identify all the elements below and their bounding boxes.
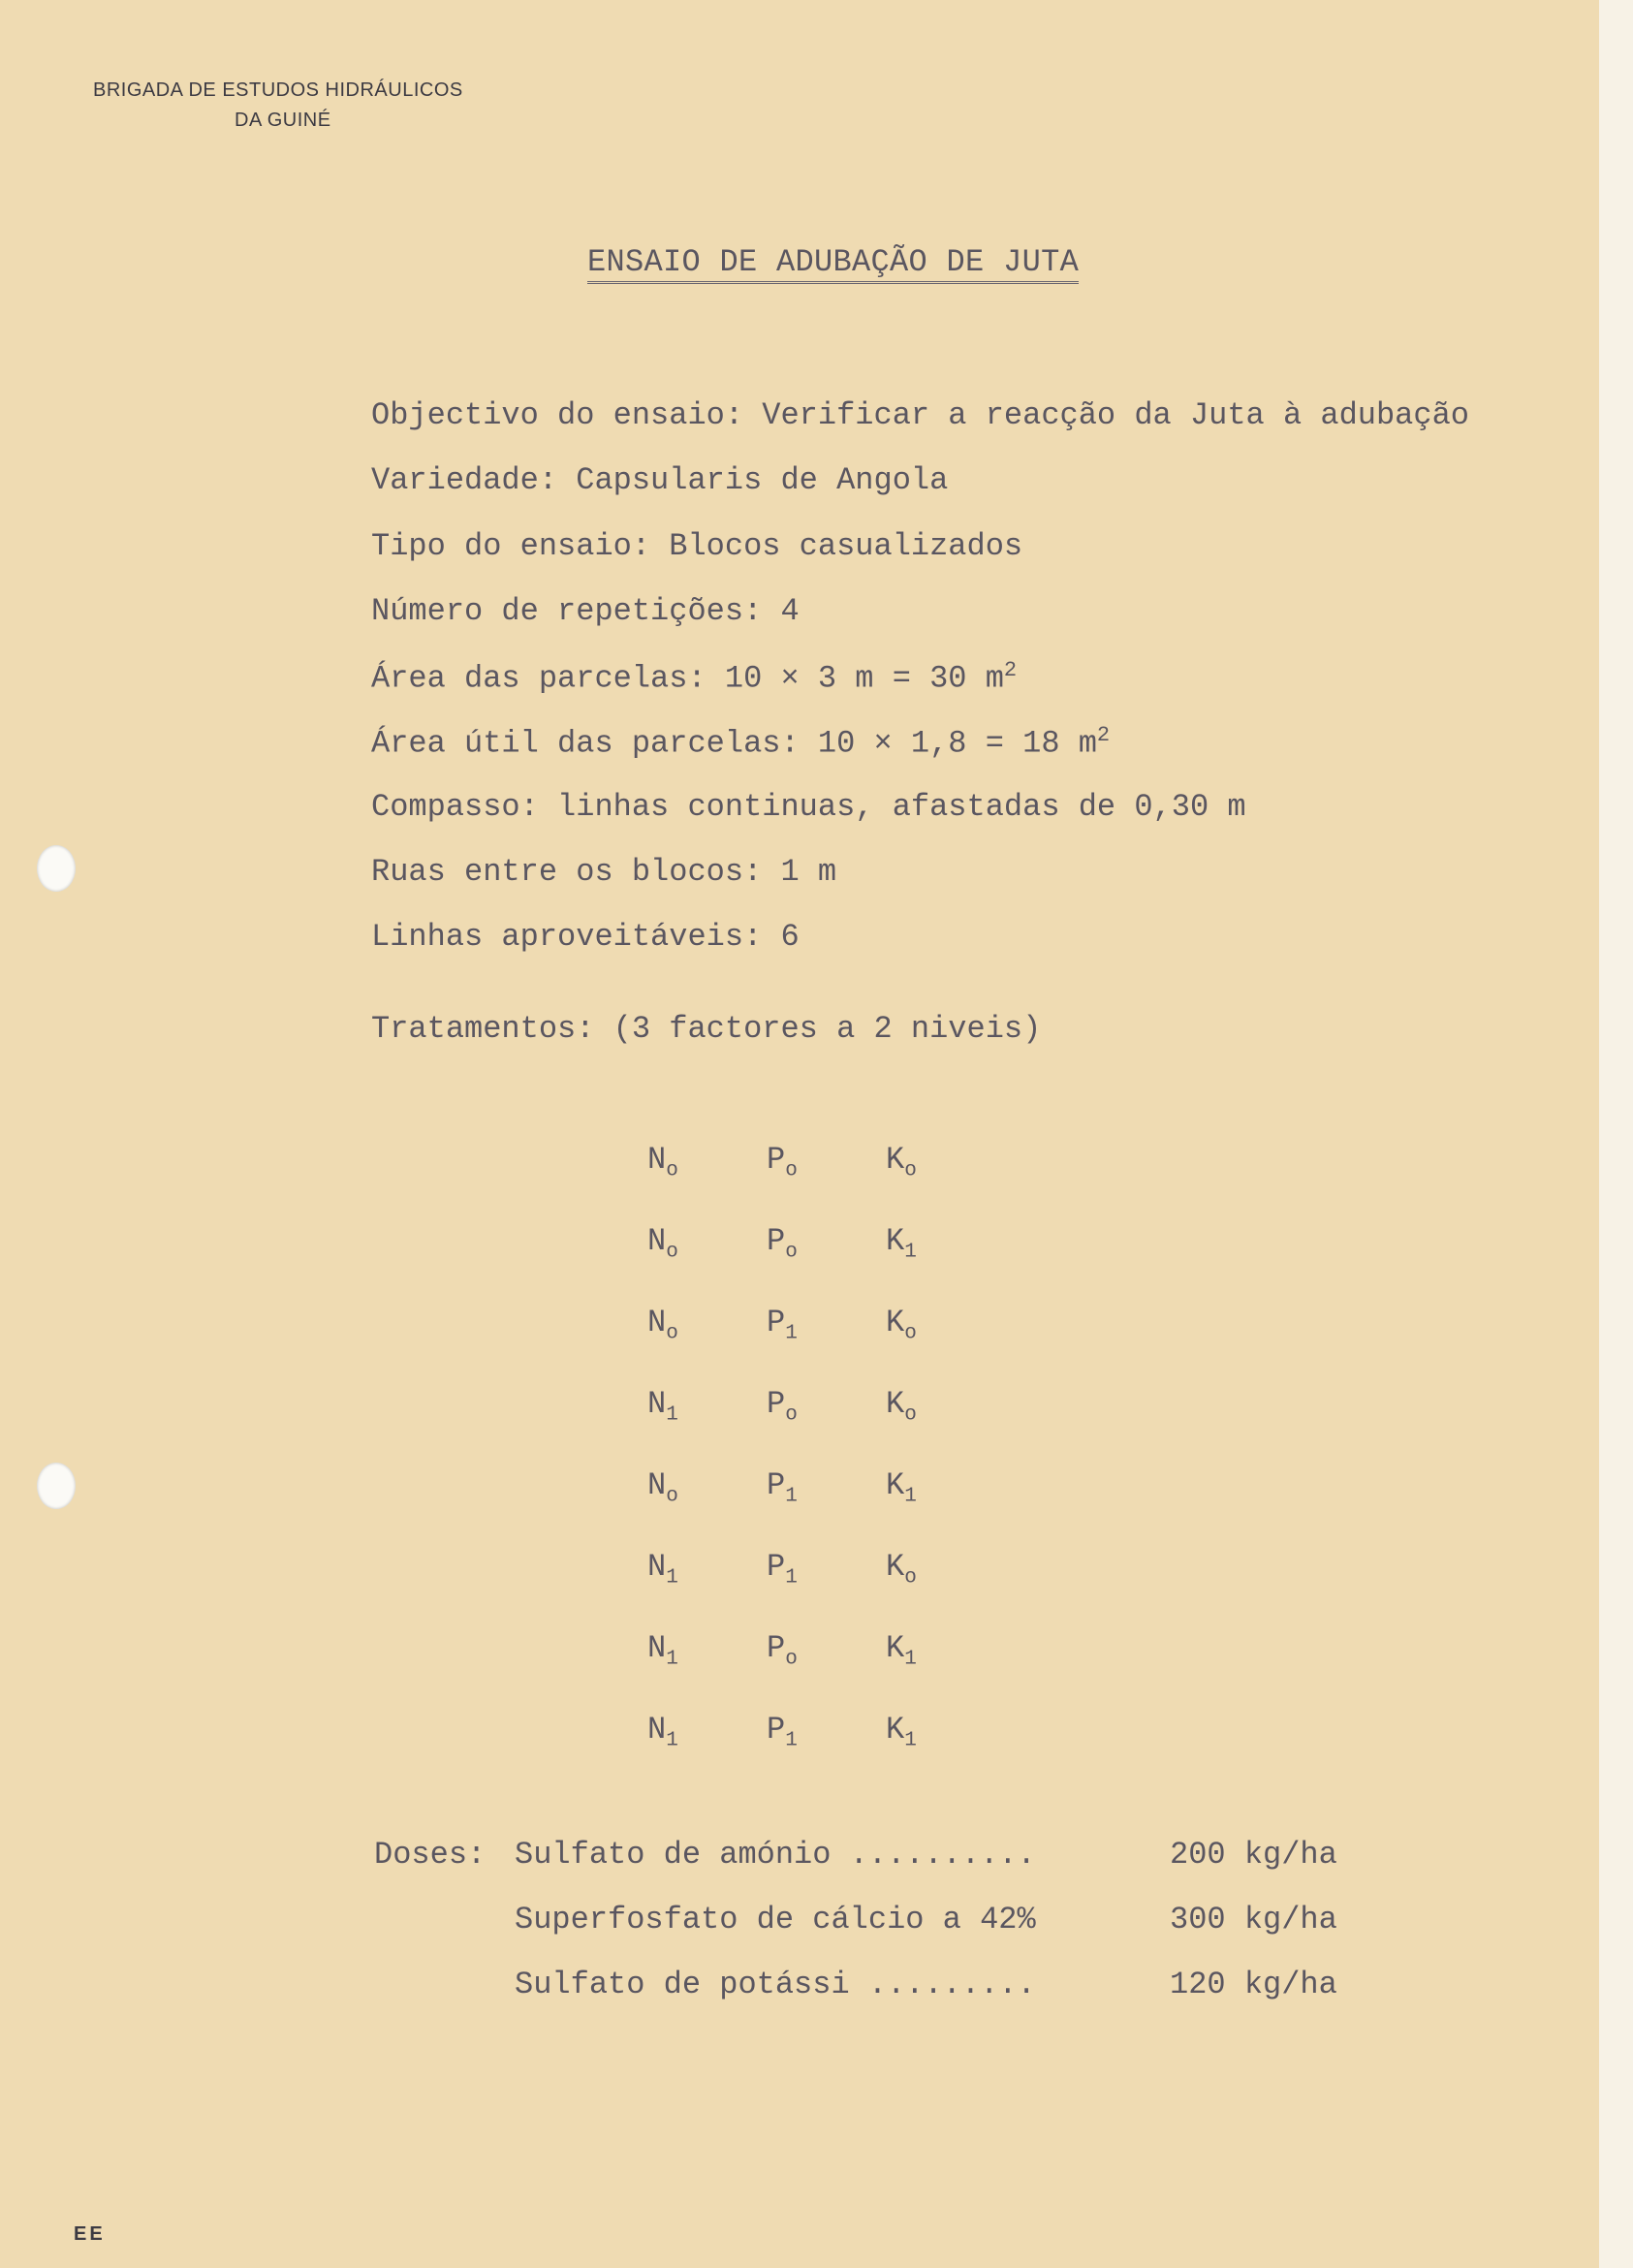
treatment-p xyxy=(767,1386,798,1426)
field-label: Área útil das parcelas: xyxy=(371,725,800,762)
factor-level: 1 xyxy=(904,1485,917,1508)
factor-level: 1 xyxy=(904,1241,917,1264)
field-superscript: 2 xyxy=(1096,723,1111,747)
field-value: 6 xyxy=(780,919,800,955)
field-value: 10 × 1,8 = 18 m xyxy=(817,725,1097,762)
factor-symbol: N xyxy=(647,1305,667,1340)
factor-symbol: K xyxy=(886,1386,905,1422)
treatment-p xyxy=(767,1305,798,1344)
factor-symbol: P xyxy=(767,1305,786,1340)
treatment-k xyxy=(886,1467,917,1507)
treatment-n xyxy=(647,1630,678,1670)
field-label: Linhas aproveitáveis: xyxy=(371,919,763,955)
factor-symbol: N xyxy=(647,1142,667,1178)
trial-field xyxy=(371,593,800,629)
trial-field xyxy=(371,854,836,890)
factor-symbol: P xyxy=(767,1223,786,1259)
letterhead-line-2: DA GUINÉ xyxy=(235,110,331,131)
field-label: Área das parcelas: xyxy=(371,660,707,697)
factor-symbol: N xyxy=(647,1549,667,1585)
dose-name: Superfosfato de cálcio a 42% xyxy=(515,1902,1036,1937)
treatment-k xyxy=(886,1549,917,1589)
treatment-p xyxy=(767,1712,798,1751)
treatment-k xyxy=(886,1712,917,1751)
field-superscript: 2 xyxy=(1003,658,1018,682)
dose-name: Sulfato de amónio .......... xyxy=(515,1837,1036,1873)
dose-value: 200 kg/ha xyxy=(1170,1837,1337,1873)
factor-level: 1 xyxy=(785,1729,798,1752)
trial-field xyxy=(371,397,1469,433)
trial-field xyxy=(371,528,1022,564)
treatment-p xyxy=(767,1549,798,1589)
treatment-p xyxy=(767,1630,798,1670)
field-label: Objectivo do ensaio: xyxy=(371,397,744,433)
factor-symbol: P xyxy=(767,1549,786,1585)
factor-level: o xyxy=(904,1403,917,1427)
factor-level: 1 xyxy=(666,1648,678,1671)
factor-level: 1 xyxy=(666,1403,678,1427)
trial-field xyxy=(371,462,948,498)
treatment-k xyxy=(886,1386,917,1426)
factor-symbol: K xyxy=(886,1223,905,1259)
treatment-k xyxy=(886,1305,917,1344)
field-value: 1 m xyxy=(780,854,837,890)
field-label: Variedade: xyxy=(371,462,558,498)
factor-level: o xyxy=(904,1159,917,1182)
factor-level: o xyxy=(904,1322,917,1345)
factor-level: o xyxy=(666,1485,678,1508)
factor-level: o xyxy=(785,1241,798,1264)
factor-symbol: N xyxy=(647,1712,667,1748)
treatment-n xyxy=(647,1712,678,1751)
factor-symbol: K xyxy=(886,1467,905,1503)
factor-symbol: P xyxy=(767,1386,786,1422)
field-label: Tipo do ensaio: xyxy=(371,528,651,564)
doses-label: Doses: xyxy=(374,1837,487,1873)
factor-level: o xyxy=(785,1648,798,1671)
treatment-k xyxy=(886,1630,917,1670)
field-label: Compasso: xyxy=(371,789,539,825)
factor-level: o xyxy=(904,1566,917,1590)
factor-symbol: K xyxy=(886,1142,905,1178)
treatment-n xyxy=(647,1223,678,1263)
factor-symbol: P xyxy=(767,1467,786,1503)
factor-level: 1 xyxy=(785,1322,798,1345)
factor-level: 1 xyxy=(785,1566,798,1590)
factor-symbol: N xyxy=(647,1223,667,1259)
factor-symbol: N xyxy=(647,1467,667,1503)
factor-level: 1 xyxy=(904,1729,917,1752)
scan-edge xyxy=(1599,0,1633,2268)
field-value: Verificar a reacção da Juta à adubação xyxy=(762,397,1469,433)
factor-level: o xyxy=(666,1159,678,1182)
factor-symbol: N xyxy=(647,1386,667,1422)
factor-level: 1 xyxy=(666,1729,678,1752)
field-value: 10 × 3 m = 30 m xyxy=(724,660,1004,697)
trial-field xyxy=(371,723,1110,762)
treatment-k xyxy=(886,1223,917,1263)
trial-field xyxy=(371,789,1246,825)
punch-hole xyxy=(37,845,76,892)
letterhead xyxy=(93,76,463,136)
treatment-n xyxy=(647,1549,678,1589)
treatment-n xyxy=(647,1386,678,1426)
factor-level: 1 xyxy=(904,1648,917,1671)
field-label: Ruas entre os blocos: xyxy=(371,854,763,890)
factor-level: o xyxy=(785,1403,798,1427)
treatment-p xyxy=(767,1223,798,1263)
treatment-k xyxy=(886,1142,917,1181)
trial-field xyxy=(371,658,1017,697)
dose-value: 300 kg/ha xyxy=(1170,1902,1337,1937)
treatment-p xyxy=(767,1142,798,1181)
factor-level: 1 xyxy=(666,1566,678,1590)
factor-symbol: K xyxy=(886,1712,905,1748)
treatment-n xyxy=(647,1305,678,1344)
trial-field xyxy=(371,919,800,955)
treatment-n xyxy=(647,1467,678,1507)
footer-initials: EE xyxy=(74,2223,106,2245)
factor-symbol: P xyxy=(767,1630,786,1666)
factor-level: o xyxy=(666,1241,678,1264)
treatment-n xyxy=(647,1142,678,1181)
field-value: Capsularis de Angola xyxy=(576,462,949,498)
treatment-p xyxy=(767,1467,798,1507)
punch-hole xyxy=(37,1463,76,1509)
factor-symbol: K xyxy=(886,1305,905,1340)
factor-symbol: K xyxy=(886,1630,905,1666)
dose-name: Sulfato de potássi ......... xyxy=(515,1967,1036,2002)
field-value: Blocos casualizados xyxy=(669,528,1023,564)
factor-symbol: K xyxy=(886,1549,905,1585)
factor-level: o xyxy=(666,1322,678,1345)
treatments-heading: Tratamentos: (3 factores a 2 niveis) xyxy=(371,1011,1042,1047)
factor-symbol: N xyxy=(647,1630,667,1666)
factor-symbol: P xyxy=(767,1142,786,1178)
factor-level: o xyxy=(785,1159,798,1182)
factor-level: 1 xyxy=(785,1485,798,1508)
field-value: 4 xyxy=(780,593,800,629)
factor-symbol: P xyxy=(767,1712,786,1748)
letterhead-line-1: BRIGADA DE ESTUDOS HIDRÁULICOS xyxy=(93,79,463,101)
document-title: ENSAIO DE ADUBAÇÃO DE JUTA xyxy=(587,244,1079,284)
field-value: linhas continuas, afastadas de 0,30 m xyxy=(557,789,1246,825)
field-label: Número de repetições: xyxy=(371,593,763,629)
dose-value: 120 kg/ha xyxy=(1170,1967,1337,2002)
